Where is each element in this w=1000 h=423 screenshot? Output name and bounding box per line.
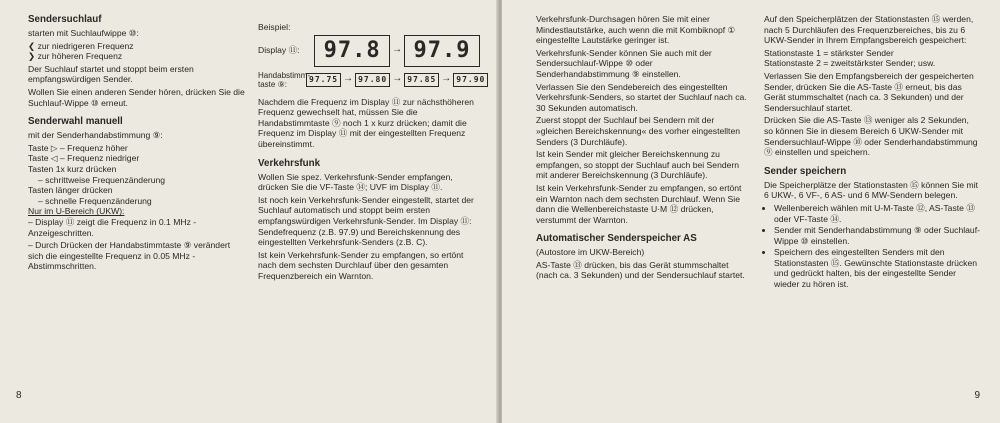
text: Drücken Sie die AS-Taste ⑬ weniger als 2 Sekunden, so können Sie in diesem Bereich 6 UKW-Sender mit Sendersuchlauf-Wippe ⑩ oder Senderhandabstimmung ⑨ einstellen und speichern. — [764, 115, 978, 158]
text: Ist kein Verkehrsfunk-Sender zu empfangen, so ertönt ein Warnton nach dem sechsten Durchlauf. Wenn Sie dann die Wellenbereichstaste U·M ⑫ drücken, verstummt der Warnton. — [536, 182, 742, 225]
step-frequency: 97.90 — [453, 73, 488, 87]
page-left — [0, 0, 498, 423]
handabstimm-example — [258, 70, 486, 89]
arrow-right-icon: → — [343, 73, 354, 85]
text: – Durch Drücken der Handabstimmtaste ⑨ verändert sich die eingestellte Frequenz in 0.05 MHz - Abstimmschritten. — [28, 240, 231, 272]
heading-senderwahl: Senderwahl manuell — [28, 116, 123, 128]
text — [28, 206, 246, 217]
step-frequency: 97.75 — [306, 73, 341, 87]
text: Tasten 1x kurz drücken — [28, 163, 117, 174]
step-frequency: 97.85 — [404, 73, 439, 87]
left-column-2 — [258, 22, 486, 284]
display-frequency-after: 97.9 — [404, 35, 480, 67]
page-right — [502, 0, 1000, 423]
text: Handabstimm- — [258, 70, 311, 80]
left-column-1 — [28, 14, 246, 274]
text: – schrittweise Frequenzänderung — [38, 174, 166, 185]
arrow-right-icon: → — [392, 44, 403, 56]
display-example — [258, 35, 480, 67]
heading-sendersuchlauf: Sendersuchlauf — [28, 14, 102, 25]
bullet-list — [764, 203, 980, 290]
text: Stationstaste 1 = stärkster Sender — [764, 47, 894, 58]
right-column-2 — [764, 14, 980, 291]
text: Der Suchlauf startet und stoppt beim ersten empfangswürdigen Sender. — [28, 63, 194, 85]
text: Tasten länger drücken — [28, 185, 113, 196]
text: taste ⑨: — [258, 79, 287, 89]
text: (Autostore im UKW-Bereich) — [536, 247, 645, 258]
text: Nachdem die Frequenz im Display ⑪ zur nächsthöheren Frequenz gewechselt hat, müssen Sie die Handabstimmtaste ⑨ noch 1 x kurz drücken; damit die Frequenz im Display ⑪ mit der eingestellten Frequenz übereinstimmt. — [258, 96, 474, 149]
text: starten mit Suchlaufwippe ⑩: — [28, 28, 139, 38]
text: Taste ◁ – Frequenz niedriger — [28, 153, 140, 164]
text: Stationstaste 2 = zweitstärkster Sender; usw. — [764, 58, 936, 69]
heading-sender-speichern: Sender speichern — [764, 165, 847, 177]
text: Beispiel: — [258, 22, 291, 32]
text: – schnelle Frequenzänderung — [38, 195, 152, 206]
right-column-1 — [536, 14, 748, 283]
text: Ist kein Verkehrsfunk-Sender zu empfangen, so ertönt nach dem sechsten Durchlauf über den gesamten Frequenzbereich ein Warnton. — [258, 249, 464, 281]
page-number: 9 — [974, 390, 980, 401]
heading-verkehrsfunk: Verkehrsfunk — [258, 157, 321, 169]
display-frequency-before: 97.8 — [314, 35, 390, 67]
text: AS-Taste ⑬ drücken, bis das Gerät stummschaltet (nach ca. 3 Sekunden) und der Sendersuchlauf startet. — [536, 259, 745, 281]
text: Taste ▷ – Frequenz höher — [28, 142, 128, 153]
text: ❮ zur niedrigeren Frequenz — [28, 40, 134, 51]
text: Wollen Sie einen anderen Sender hören, drücken Sie die Suchlauf-Wippe ⑩ erneut. — [28, 86, 245, 108]
text: Auf den Speicherplätzen der Stationstasten ⑮ werden, nach 5 Durchläufen des Frequenzbereiches, bis zu 6 UKW-Sender in Ihrem Empfangsbereich gespeichert: — [764, 14, 974, 46]
text: Verkehrsfunk-Sender können Sie auch mit der Sendersuchlauf-Wippe ⑩ oder Senderhandabstimmung ⑨ einstellen. — [536, 47, 712, 79]
page-number: 8 — [16, 390, 22, 401]
step-frequency: 97.80 — [355, 73, 390, 87]
text: ❯ zur höheren Frequenz — [28, 51, 123, 62]
list-item: • Wellenbereich wählen mit U-M-Taste ⑫, AS-Taste ⑬ oder VF-Taste ⑭. — [774, 203, 980, 224]
text: Zuerst stoppt der Suchlauf bei Sendern mit der »gleichen Bereichskennung« des vorher eingestellten Senders (3 Durchläufe). — [536, 115, 741, 147]
list-item: • Speichern des eingestellten Senders mit den Stationstasten ⑮. Gewünschte Stationstaste drücken und gedrückt halten, bis der eingestellte Sender wieder zu hören ist. — [774, 247, 980, 289]
list-item: • Sender mit Senderhandabstimmung ⑨ oder Suchlauf-Wippe ⑩ einstellen. — [774, 225, 980, 246]
text: Nur im U-Bereich (UKW): — [28, 206, 125, 217]
text: Verlassen Sie den Sendebereich des eingestellten Verkehrsfunk-Senders, so startet der Suchlauf nach ca. 30 Sekunden automatisch. — [536, 81, 747, 113]
text: Verlassen Sie den Empfangsbereich der gespeicherten Sender, drücken Sie die AS-Taste ⑬ erneut, bis das Gerät stummschaltet (nach ca. 3 Sekunden) und der Sendersuchlauf startet. — [764, 70, 974, 113]
text: Verkehrsfunk-Durchsagen hören Sie mit einer Mindestlautstärke, auch wenn die mit Kombiknopf ① eingestellte Lautstärke geringer ist. — [536, 14, 736, 46]
text: Ist kein Sender mit gleicher Bereichskennung zu empfangen, so stoppt der Suchlauf auch bei Sendern mit anderer Bereichskennung (3 Durchläufe). — [536, 149, 740, 181]
text: – Display ⑪ zeigt die Frequenz in 0.1 MHz - Anzeigeschritten. — [28, 216, 197, 238]
text: Display ⑪: — [258, 45, 300, 56]
text: Wollen Sie spez. Verkehrsfunk-Sender empfangen, drücken Sie die VF-Taste ⑭; UVF im Display ⑪. — [258, 171, 453, 193]
arrow-right-icon: → — [441, 73, 452, 85]
text: mit der Senderhandabstimmung ⑨: — [28, 130, 163, 141]
heading-autostore: Automatischer Senderspeicher AS — [536, 233, 697, 245]
text — [258, 70, 311, 89]
text: Die Speicherplätze der Stationstasten ⑮ können Sie mit 6 UKW-, 6 VF-, 6 AS- und 6 MW-Sendern belegen. — [764, 179, 979, 201]
arrow-right-icon: → — [392, 73, 403, 85]
text: Ist noch kein Verkehrsfunk-Sender eingestellt, startet der Suchlauf automatisch und stoppt beim ersten empfangswürdigen Verkehrsfunk-Sender. Im Display ⑪: Sendefrequenz (z.B. 97.9) und Bereichskennung des eingestellten Verkehrsfunk-Senders (z.B. C). — [258, 194, 474, 248]
